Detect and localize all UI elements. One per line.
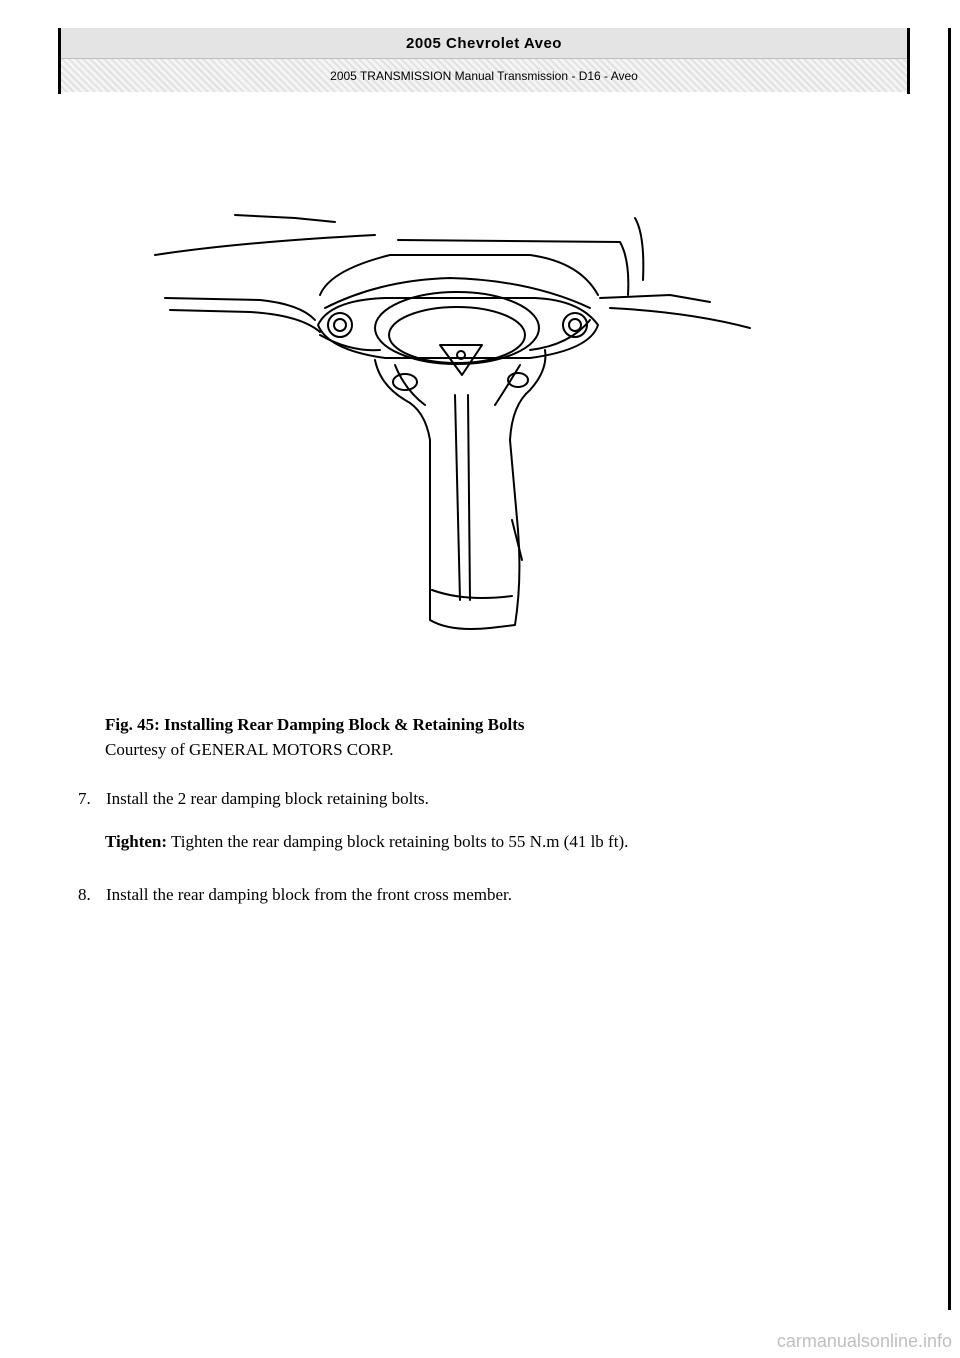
figure-caption-credit: Courtesy of GENERAL MOTORS CORP. bbox=[105, 740, 394, 759]
step-number: 8. bbox=[78, 885, 91, 904]
figure-caption bbox=[105, 712, 525, 762]
step-text: Install the 2 rear damping block retaining bolts. bbox=[106, 789, 429, 808]
tighten-label: Tighten: bbox=[105, 832, 168, 851]
figure-caption-title: Fig. 45: Installing Rear Damping Block & Retaining Bolts bbox=[105, 715, 525, 734]
right-margin-rule bbox=[948, 28, 951, 1310]
tighten-text: Tighten the rear damping block retaining bolts to 55 N.m (41 lb ft). bbox=[171, 832, 629, 851]
page-header bbox=[58, 28, 910, 94]
footer-watermark: carmanualsonline.info bbox=[776, 1331, 952, 1351]
step-number: 7. bbox=[78, 789, 91, 808]
header-title: 2005 Chevrolet Aveo bbox=[61, 28, 907, 59]
header-subtitle: 2005 TRANSMISSION Manual Transmission - D16 - Aveo bbox=[61, 59, 907, 92]
step-text: Install the rear damping block from the front cross member. bbox=[106, 885, 512, 904]
tighten-note bbox=[105, 832, 628, 852]
rear-damping-block-illustration bbox=[150, 200, 760, 640]
